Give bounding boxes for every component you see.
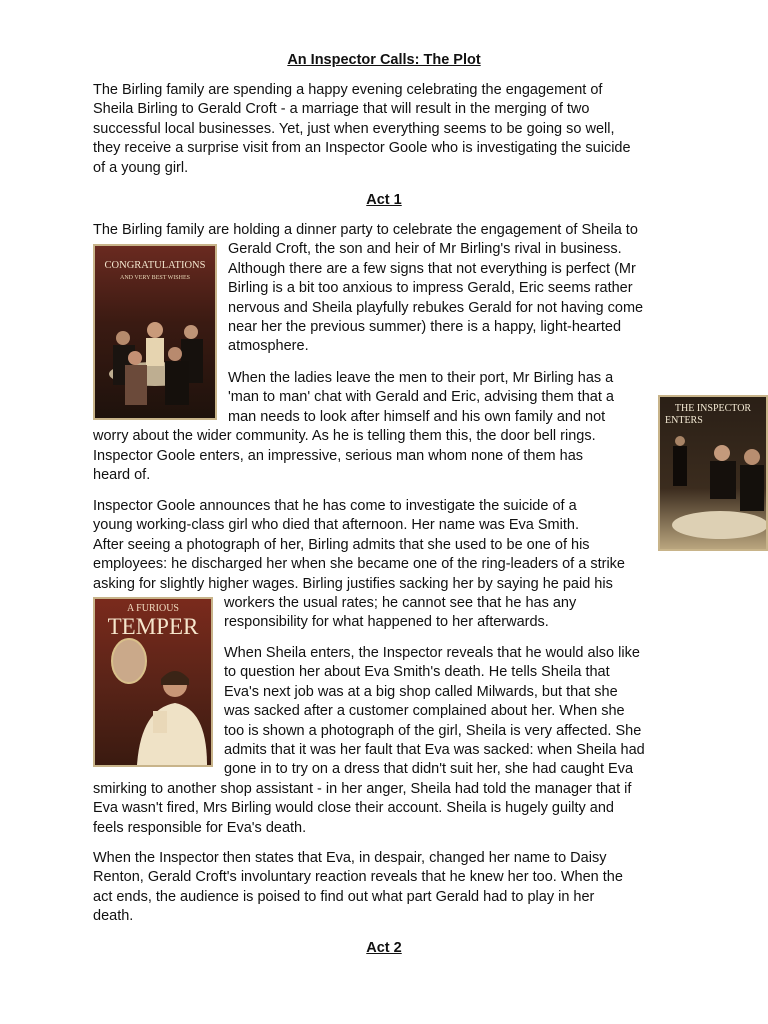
text-line: death.	[93, 908, 134, 925]
furious-temper-image	[93, 597, 213, 767]
text-line: asking for slightly higher wages. Birling justifies sacking her by saying he paid his	[93, 575, 613, 592]
text-line: When the ladies leave the men to their port, Mr Birling has a	[228, 370, 614, 386]
text-line: Renton, Gerald Croft's involuntary reaction reveals that he knew her too. When the	[93, 869, 623, 886]
intro-paragraph	[93, 81, 678, 178]
text-line: worry about the wider community. As he is telling them this, the door bell rings.	[93, 428, 596, 445]
text-line: Although there are a few signs that not everything is perfect (Mr	[228, 260, 636, 277]
text-line: too is shown a photograph of the girl, Sheila is very affected. She	[224, 722, 642, 739]
inspector-enters-image	[658, 395, 768, 551]
text-line: Inspector Goole announces that he has come to investigate the suicide of a	[93, 498, 577, 514]
temper-line2: TEMPER	[107, 614, 199, 639]
text-line: gone in to try on a dress that didn't suit her, she had caught Eva	[224, 761, 634, 778]
text-line: When Sheila enters, the Inspector reveals that he would also like	[224, 645, 640, 661]
text-line: 'man to man' chat with Gerald and Eric, advising them that a	[228, 389, 614, 406]
act1-paragraph-5	[93, 849, 678, 927]
text-line: Gerald Croft, the son and heir of Mr Birling's rival in business.	[228, 241, 622, 258]
text-line: they receive a surprise visit from an Inspector Goole who is investigating the suicide	[93, 140, 631, 157]
text-line: After seeing a photograph of her, Birling admits that she used to be one of his	[93, 536, 590, 553]
furious-temper-illustration	[95, 599, 211, 765]
text-line: Birling is a bit too anxious to impress Gerald, Eric seems rather	[228, 280, 633, 297]
text-line: successful local businesses. Yet, just when everything seems to be going so well,	[93, 120, 615, 137]
text-line: feels responsible for Eva's death.	[93, 819, 307, 836]
text-line: man needs to look after himself and his own family and not	[228, 408, 606, 425]
text-line: Inspector Goole enters, an impressive, serious man whom none of them has	[93, 447, 584, 464]
text-line: workers the usual rates; he cannot see that he has any	[224, 595, 577, 612]
text-line: nervous and Sheila playfully rebukes Gerald for not having come	[228, 299, 644, 316]
text-line: was sacked after a customer complained about her. When she	[224, 703, 625, 720]
act2-heading: Act 2	[366, 940, 402, 956]
text-line: The Birling family are spending a happy evening celebrating the engagement of	[93, 82, 603, 98]
congratulations-image	[93, 244, 217, 420]
text-line: Eva's next job was at a big shop called Milwards, but that she	[224, 683, 618, 700]
text-line: When the Inspector then states that Eva, in despair, changed her name to Daisy	[93, 850, 607, 866]
text-line: The Birling family are holding a dinner party to celebrate the engagement of Sheila to	[93, 222, 638, 238]
inspector-line2: ENTERS	[665, 415, 703, 426]
congratulations-illustration	[95, 246, 215, 418]
inspector-line1: THE INSPECTOR	[674, 403, 752, 414]
congrats-line1: CONGRATULATIONS	[104, 260, 206, 271]
text-line: act ends, the audience is poised to find out what part Gerald had to play in her	[93, 888, 595, 905]
text-line: employees: he discharged her when she became one of the ring-leaders of a strike	[93, 556, 625, 573]
text-line: Eva wasn't fired, Mrs Birling would close their account. Sheila is hugely guilty and	[93, 800, 614, 817]
text-line: atmosphere.	[228, 338, 309, 355]
text-line: heard of.	[93, 467, 151, 484]
act1-heading: Act 1	[366, 192, 402, 208]
text-line: young working-class girl who died that afternoon. Her name was Eva Smith.	[93, 517, 579, 534]
document-title: An Inspector Calls: The Plot	[287, 52, 481, 68]
temper-line1: A FURIOUS	[127, 603, 179, 614]
text-line: admits that it was her fault that Eva was sacked: when Sheila had	[224, 742, 645, 759]
inspector-enters-illustration	[660, 397, 766, 549]
text-line: to question her about Eva Smith's death. He tells Sheila that	[224, 664, 610, 681]
congrats-line2: AND VERY BEST WISHES	[120, 275, 190, 281]
text-line: responsibility for what happened to her afterwards.	[224, 614, 549, 631]
text-line: smirking to another shop assistant - in her anger, Sheila had told the manager that if	[93, 780, 632, 797]
text-line: Sheila Birling to Gerald Croft - a marriage that will result in the merging of two	[93, 101, 590, 118]
text-line: near her the previous summer) there is a happy, light-hearted	[228, 319, 622, 336]
text-line: of a young girl.	[93, 159, 189, 176]
